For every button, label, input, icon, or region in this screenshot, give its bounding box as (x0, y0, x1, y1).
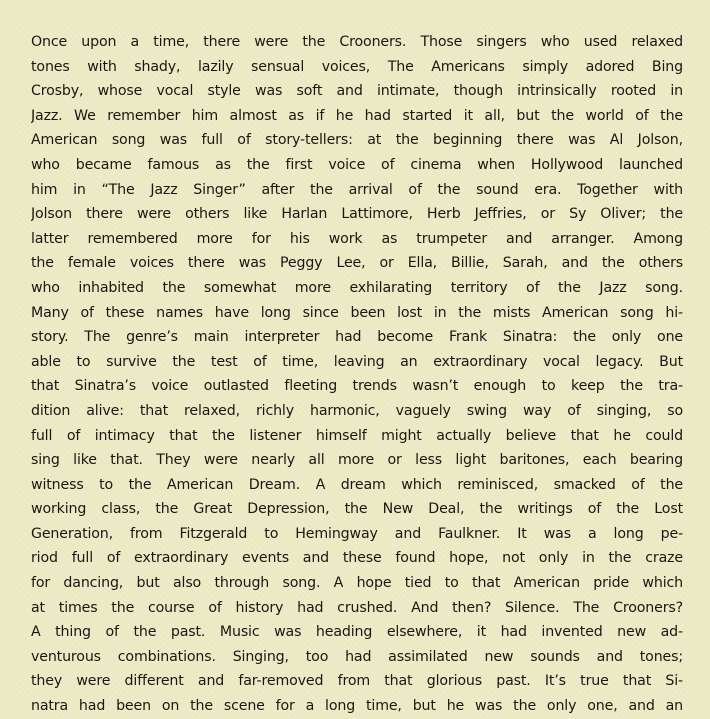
article-line: they were different and far-removed from that glorious past. It’s true that Si- (31, 673, 683, 690)
article-line: Many of these names have long since been lost in the mists American song hi- (31, 304, 683, 321)
article-line: working class, the Great Depression, the New Deal, the writings of the Lost (31, 501, 683, 518)
article-line: witness to the American Dream. A dream which reminisced, smacked of the (31, 476, 683, 493)
article-line: Generation, from Fitzgerald to Hemingway and Faulkner. It was a long pe- (31, 525, 683, 542)
article-line: sing like that. They were nearly all more or less light baritones, each bearing (31, 452, 683, 469)
article-line: venturous combinations. Singing, too had assimilated new sounds and tones; (31, 648, 683, 665)
article-line: American song was full of story-tellers: at the beginning there was Al Jolson, (31, 132, 683, 149)
article-line: at times the course of history had crushed. And then? Silence. The Crooners? (31, 599, 683, 616)
article-line: who became famous as the first voice of cinema when Hollywood launched (31, 156, 683, 173)
article-line: Once upon a time, there were the Crooners. Those singers who used relaxed (31, 34, 683, 50)
article-line: Jolson there were others like Harlan Lattimore, Herb Jeffries, or Sy Oliver; the (31, 206, 683, 223)
article-line: tones with shady, lazily sensual voices, The Americans simply adored Bing (31, 58, 683, 75)
article-line: story. The genre’s main interpreter had become Frank Sinatra: the only one (31, 329, 683, 346)
article-line: riod full of extraordinary events and these found hope, not only in the craze (31, 550, 683, 567)
article-line: Crosby, whose vocal style was soft and intimate, though intrinsically rooted in (31, 83, 683, 100)
article-line: latter remembered more for his work as trumpeter and arranger. Among (31, 230, 683, 247)
article-line: who inhabited the somewhat more exhilarating territory of the Jazz song. (31, 279, 683, 296)
article-line: the female voices there was Peggy Lee, or Ella, Billie, Sarah, and the others (31, 255, 683, 272)
article-body (31, 30, 683, 719)
article-line: him in “The Jazz Singer” after the arrival of the sound era. Together with (31, 181, 683, 198)
article-line: dition alive: that relaxed, richly harmonic, vaguely swing way of singing, so (31, 402, 683, 419)
article-line: Jazz. We remember him almost as if he had started it all, but the world of the (31, 107, 683, 124)
article-line: that Sinatra’s voice outlasted fleeting trends wasn’t enough to keep the tra- (31, 378, 683, 395)
article-line: natra had been on the scene for a long time, but he was the only one, and an (31, 698, 683, 715)
article-line: full of intimacy that the listener himself might actually believe that he could (31, 427, 683, 444)
article-line: A thing of the past. Music was heading elsewhere, it had invented new ad- (31, 624, 683, 641)
article-line: able to survive the test of time, leaving an extraordinary vocal legacy. But (31, 353, 683, 370)
article-line: for dancing, but also through song. A hope tied to that American pride which (31, 575, 683, 592)
